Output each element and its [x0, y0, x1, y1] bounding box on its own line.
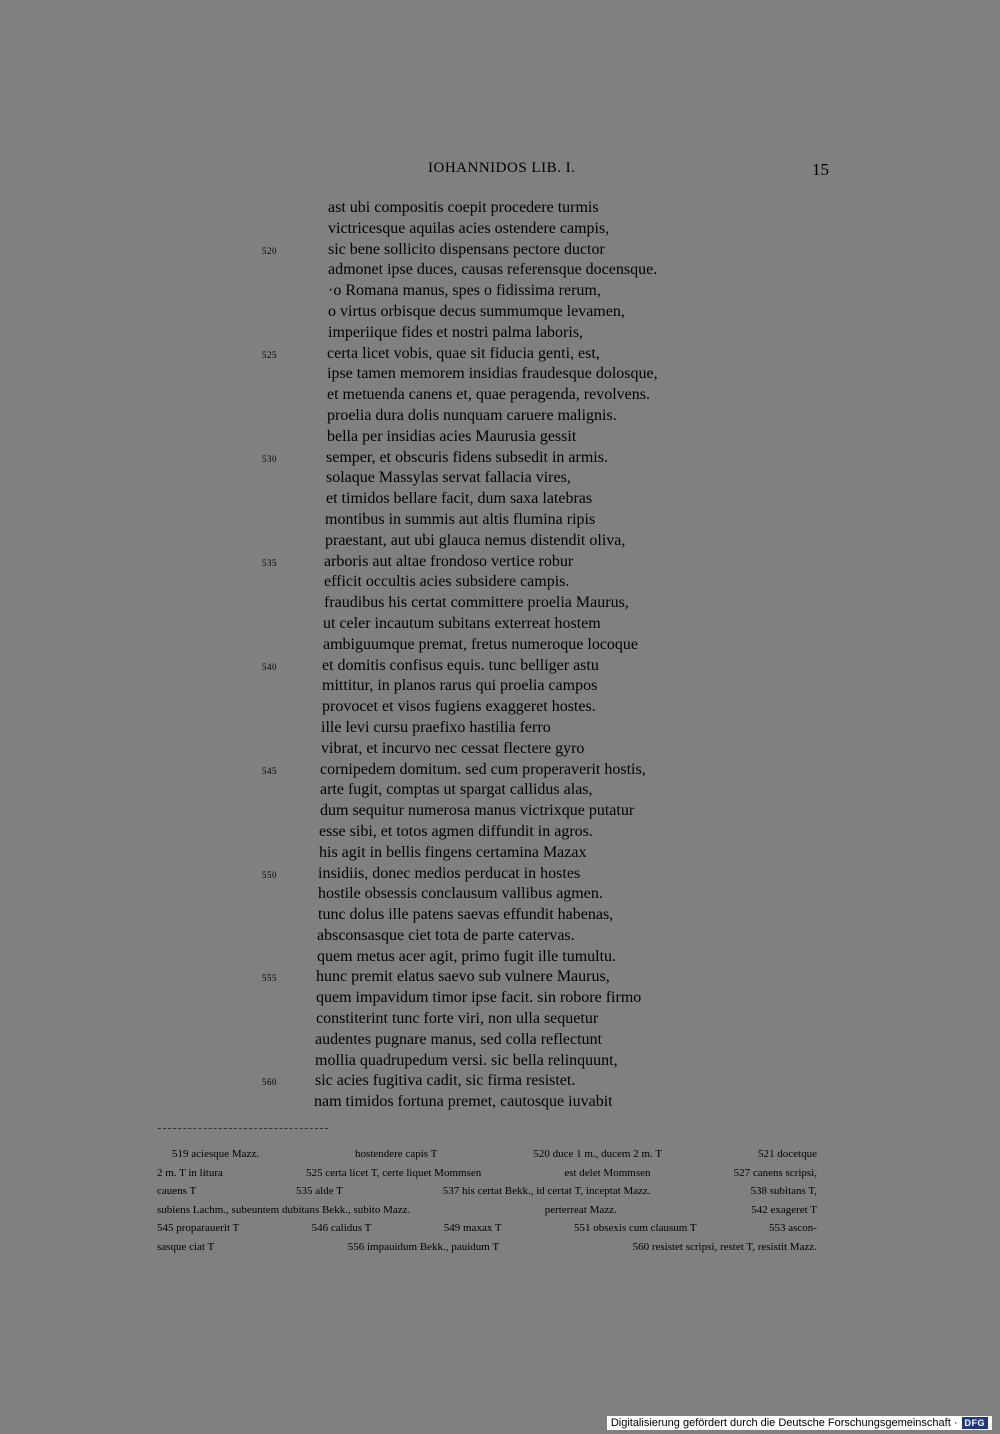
verse-text: constiterint tunc forte viri, non ulla sequetur — [316, 1010, 599, 1028]
line-number: 555 — [262, 973, 277, 984]
verse-text: hostile obsessis conclausum vallibus agmen. — [318, 885, 603, 903]
verse-text: solaque Massylas servat fallacia vires, — [326, 469, 571, 487]
verse-text: his agit in bellis fingens certamina Mazax — [319, 843, 587, 861]
apparatus-entry: 553 ascon- — [769, 1222, 817, 1234]
verse-text: o virtus orbisque decus summumque levamen, — [328, 302, 625, 320]
apparatus-entry: perterreat Mazz. — [544, 1203, 617, 1216]
apparatus-entry: 560 resistet scripsi, restet T, resistit Mazz. — [632, 1240, 817, 1253]
apparatus-entry: sasque ciat T — [157, 1240, 215, 1253]
verse-text: bella per insidias acies Maurusia gessit — [327, 427, 577, 445]
verse-text: quem metus acer agit, primo fugit ille tumultu. — [317, 947, 617, 965]
verse-line — [0, 531, 1000, 552]
verse-text: mittitur, in planos rarus qui proelia campos — [322, 677, 598, 695]
verse-line — [0, 572, 1000, 593]
verse-line — [0, 822, 1000, 843]
verse-line — [0, 1009, 1000, 1030]
verse-line — [0, 760, 1000, 781]
apparatus-line — [157, 1182, 817, 1201]
line-number: 545 — [262, 765, 277, 776]
apparatus-entry: 551 obsexis cum clausum T — [573, 1222, 697, 1234]
line-number: 550 — [262, 869, 277, 880]
apparatus-entry: 545 proparauerit T — [157, 1222, 240, 1234]
verse-text: cornipedem domitum. sed cum properaverit hostis, — [320, 760, 646, 778]
verse-line — [0, 468, 1000, 489]
verse-text: ast ubi compositis coepit procedere turmis — [328, 199, 599, 216]
verse-text: imperiique fides et nostri palma laboris, — [328, 323, 584, 341]
verse-text: provocet et visos fugiens exaggeret hostes. — [322, 698, 596, 716]
apparatus-entry: 2 m. T in litura — [157, 1166, 223, 1179]
verse-text: montibus in summis aut altis flumina ripis — [325, 510, 596, 528]
verse-text: ipse tamen memorem insidias fraudesque dolosque, — [327, 365, 658, 383]
apparatus-entry: 537 his certat Bekk., id certat T, inceptat Mazz. — [442, 1185, 651, 1197]
line-number: 535 — [262, 557, 277, 568]
verse-line — [0, 697, 1000, 718]
verse-text: et metuenda canens et, quae peragenda, revolvens. — [327, 386, 650, 404]
line-number: 560 — [262, 1077, 277, 1088]
verse-text: insidiis, donec medios perducat in hostes — [318, 864, 581, 882]
line-number: 520 — [262, 245, 277, 256]
line-number: 530 — [262, 453, 277, 464]
line-number: 540 — [262, 661, 277, 672]
verse-text: arte fugit, comptas ut spargat callidus alas, — [320, 781, 593, 799]
apparatus-entry: 525 certa licet T, certe liquet Mommsen — [306, 1166, 482, 1179]
verse-line — [0, 1051, 1000, 1072]
verse-line — [0, 884, 1000, 905]
apparatus-line — [157, 1201, 817, 1220]
dfg-logo: DFG — [962, 1417, 989, 1429]
verse-line — [0, 926, 1000, 947]
verse-text: proelia dura dolis nunquam caruere malignis. — [327, 406, 617, 424]
apparatus-line — [157, 1164, 817, 1183]
apparatus-entry: hostendere capis T — [355, 1148, 438, 1160]
verse-text: quem impavidum timor ipse facit. sin robore firmo — [316, 989, 642, 1007]
verse-line — [0, 427, 1000, 448]
verse-line — [0, 323, 1000, 344]
verse-text: absconsasque ciet tota de parte catervas. — [317, 926, 575, 944]
verse-line — [0, 489, 1000, 510]
verse-line — [0, 801, 1000, 822]
verse-text: semper, et obscuris fidens subsedit in armis. — [326, 448, 608, 466]
apparatus-entry: 520 duce 1 m., ducem 2 m. T — [533, 1148, 663, 1160]
verse-line — [0, 988, 1000, 1009]
verse-line — [0, 905, 1000, 926]
verse-line — [0, 864, 1000, 885]
apparatus-line — [157, 1219, 817, 1238]
apparatus-entry: subiens Lachm., subeuntem dubitans Bekk., subito Mazz. — [157, 1203, 411, 1216]
verse-text: audentes pugnare manus, sed colla reflectunt — [315, 1030, 602, 1048]
apparatus-entry: 527 canens scripsi, — [733, 1166, 817, 1179]
verse-text: arboris aut altae frondoso vertice robur — [324, 552, 574, 570]
verse-text: esse sibi, et totos agmen diffundit in agros. — [319, 822, 593, 840]
verse-line — [0, 344, 1000, 365]
verse-line — [0, 448, 1000, 469]
verse-text: tunc dolus ille patens saevas effundit habenas, — [318, 906, 614, 924]
verse-text: dum sequitur numerosa manus victrixque putatur — [320, 802, 635, 820]
verse-text: fraudibus his certat committere proelia Maurus, — [324, 594, 629, 612]
verse-line — [0, 406, 1000, 427]
apparatus-entry: 538 subitans T, — [750, 1185, 817, 1197]
verse-line — [0, 676, 1000, 697]
verse-line — [0, 1030, 1000, 1051]
apparatus-entry: 535 alde T — [296, 1185, 343, 1197]
verse-line — [0, 385, 1000, 406]
verse-line — [0, 260, 1000, 281]
apparatus-line — [157, 1145, 817, 1164]
verse-text: admonet ipse duces, causas referensque docensque. — [328, 261, 658, 279]
verse-text: mollia quadrupedum versi. sic bella relinquunt, — [315, 1051, 618, 1069]
verse-line — [0, 1071, 1000, 1092]
verse-line — [0, 656, 1000, 677]
apparatus-divider — [158, 1128, 328, 1129]
verse-line — [0, 947, 1000, 968]
verse-text: victricesque aquilas acies ostendere campis, — [328, 219, 610, 237]
verse-line — [0, 281, 1000, 302]
verse-line — [0, 967, 1000, 988]
verse-line — [0, 552, 1000, 573]
verse-block — [0, 198, 1000, 1113]
verse-line — [0, 302, 1000, 323]
verse-text: et timidos bellare facit, dum saxa latebras — [326, 490, 593, 508]
apparatus-entry: 519 aciesque Mazz. — [172, 1148, 260, 1160]
verse-text: certa licet vobis, quae sit fiducia genti, est, — [327, 344, 600, 362]
verse-line — [0, 240, 1000, 261]
verse-line — [0, 780, 1000, 801]
verse-text: ille levi cursu praefixo hastilia ferro — [321, 718, 551, 736]
apparatus-entry: 542 exageret T — [751, 1203, 817, 1216]
apparatus-entry: 556 impauidum Bekk., pauidum T — [347, 1240, 500, 1253]
critical-apparatus — [157, 1145, 817, 1256]
verse-line — [0, 1092, 1000, 1113]
verse-text: praestant, aut ubi glauca nemus distendit oliva, — [325, 531, 626, 549]
verse-text: sic bene sollicito dispensans pectore ductor — [328, 240, 605, 258]
footer-credit-bar — [607, 1416, 992, 1430]
verse-line — [0, 219, 1000, 240]
running-title: IOHANNIDOS LIB. I. — [428, 160, 576, 176]
line-number: 525 — [262, 349, 277, 360]
apparatus-line — [157, 1238, 817, 1257]
verse-line — [0, 739, 1000, 760]
verse-text: sic acies fugitiva cadit, sic firma resistet. — [315, 1072, 576, 1090]
apparatus-entry: 521 docetque — [758, 1148, 817, 1160]
verse-text: ambiguumque premat, fretus numeroque locoque — [323, 635, 639, 653]
verse-line — [0, 364, 1000, 385]
verse-text: ·o Romana manus, spes o fidissima rerum, — [328, 282, 601, 300]
verse-text: nam timidos fortuna premet, cautosque iuvabit — [314, 1093, 613, 1111]
page-number: 15 — [812, 160, 829, 179]
verse-line — [0, 614, 1000, 635]
verse-line — [0, 510, 1000, 531]
verse-text: efficit occultis acies subsidere campis. — [324, 573, 570, 591]
verse-line — [0, 635, 1000, 656]
apparatus-entry: 549 maxax T — [443, 1222, 502, 1234]
verse-text: et domitis confisus equis. tunc belliger astu — [322, 656, 599, 674]
verse-text: hunc premit elatus saevo sub vulnere Maurus, — [316, 968, 610, 986]
apparatus-entry: 546 calidus T — [311, 1222, 372, 1234]
verse-line — [0, 843, 1000, 864]
verse-line — [0, 593, 1000, 614]
footer-credit-text: Digitalisierung gefördert durch die Deutsche Forschungsgemeinschaft · — [610, 1417, 958, 1429]
apparatus-entry: cauens T — [157, 1185, 197, 1197]
apparatus-entry: est delet Mommsen — [564, 1166, 651, 1179]
verse-line — [0, 198, 1000, 219]
verse-text: vibrat, et incurvo nec cessat flectere gyro — [321, 739, 585, 757]
verse-text: ut celer incautum subitans exterreat hostem — [323, 614, 601, 632]
verse-line — [0, 718, 1000, 739]
